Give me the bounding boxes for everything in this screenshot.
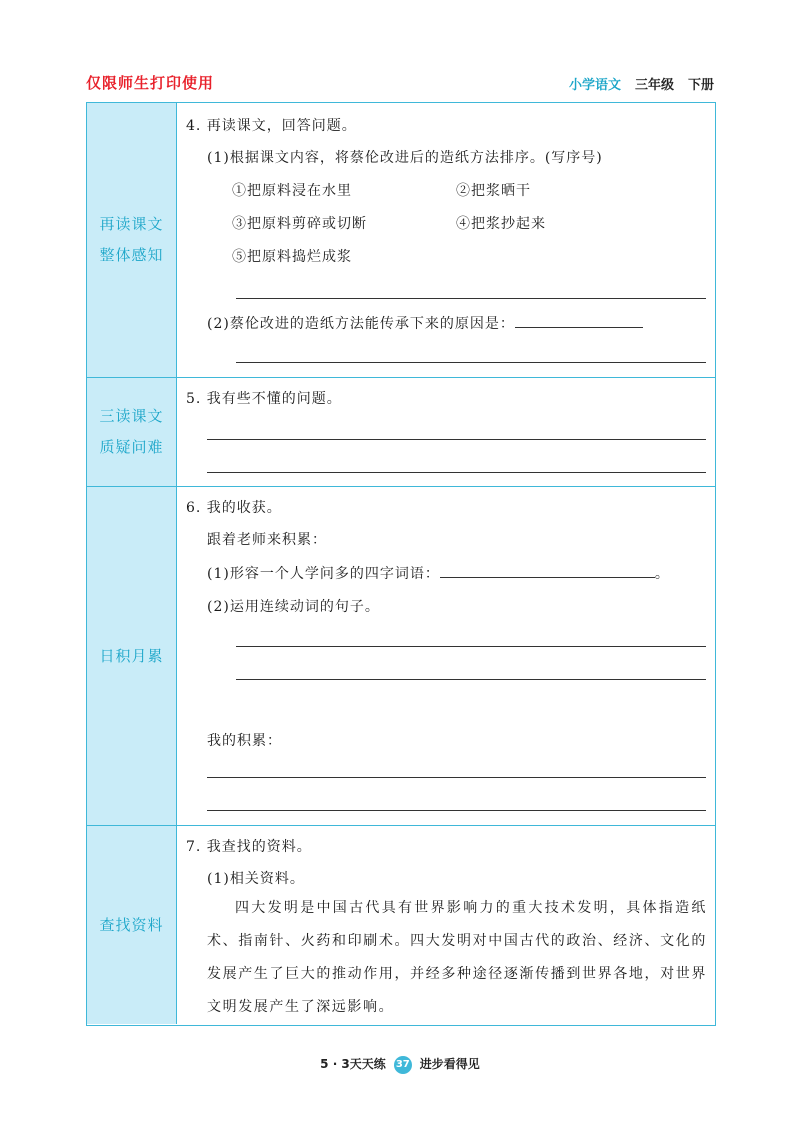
answer-blank[interactable]	[515, 313, 643, 328]
question-title: 5. 我有些不懂的问题。	[186, 391, 342, 407]
option-item: ⑤把原料捣烂成浆	[232, 249, 352, 265]
sub-question: (1)根据课文内容，将蔡伦改进后的造纸方法排序。(写序号)	[207, 150, 603, 166]
section-label	[87, 487, 177, 825]
option-item: ①把原料浸在水里	[232, 183, 352, 199]
grade-label: 三年级	[634, 78, 674, 93]
answer-line[interactable]	[207, 439, 706, 440]
sub-question	[207, 313, 643, 333]
section-label-line: 质疑问难	[99, 438, 164, 456]
subject-label: 小学语文	[568, 78, 621, 93]
answer-blank[interactable]	[440, 563, 655, 578]
option-item: ③把原料剪碎或切断	[232, 216, 367, 232]
section-reread	[87, 103, 715, 377]
sub-question: (1)相关资料。	[207, 871, 305, 887]
section-research	[87, 825, 715, 1024]
question-title: 4. 再读课文，回答问题。	[186, 118, 357, 134]
section-label-line: 再读课文	[99, 215, 164, 233]
reference-paragraph	[207, 892, 707, 1024]
answer-line[interactable]	[207, 472, 706, 473]
question-title: 7. 我查找的资料。	[186, 839, 312, 855]
section-label-line: 三读课文	[99, 407, 164, 425]
option-item: ②把浆晒干	[456, 183, 531, 199]
option-item: ④把浆抄起来	[456, 216, 546, 232]
section-label	[87, 378, 177, 486]
answer-line[interactable]	[236, 298, 706, 299]
page-footer	[0, 1055, 800, 1074]
sub-question: (2)运用连续动词的句子。	[207, 599, 380, 615]
section-label	[87, 103, 177, 377]
section-label-line: 整体感知	[99, 246, 164, 264]
section-accumulation	[87, 486, 715, 825]
intro-text: 跟着老师来积累：	[207, 532, 327, 548]
book-info	[569, 74, 714, 93]
section-label	[87, 826, 177, 1024]
answer-line[interactable]	[207, 777, 706, 778]
sentence-end: 。	[654, 566, 670, 582]
paragraph-text: 四大发明是中国古代具有世界影响力的重大技术发明，具体指造纸术、指南针、火药和印刷术。四大发明对中国古代的政治、经济、文化的发展产生了巨大的推动作用，并经多种途径逐渐传播到世界各地，对世界文明发展产生了深远影响。	[207, 900, 707, 1015]
sub-question-text: (2)蔡伦改进的造纸方法能传承下来的原因是：	[207, 316, 515, 332]
sub-question	[207, 563, 670, 583]
print-notice: 仅限师生打印使用	[86, 74, 215, 92]
sub-question-text: (1)形容一个人学问多的四字词语：	[207, 566, 440, 582]
answer-line[interactable]	[207, 810, 706, 811]
footer-slogan: 进步看得见	[419, 1057, 480, 1071]
footer-brand: 5 · 3天天练	[320, 1057, 386, 1071]
answer-line[interactable]	[236, 646, 706, 647]
page-number: 37	[394, 1056, 412, 1074]
my-accumulation-label: 我的积累：	[207, 733, 282, 749]
volume-label: 下册	[687, 78, 714, 93]
answer-line[interactable]	[236, 679, 706, 680]
section-label-line: 日积月累	[99, 646, 164, 665]
worksheet-table	[86, 102, 716, 1026]
section-questions	[87, 377, 715, 486]
answer-line[interactable]	[236, 362, 706, 363]
section-label-line: 查找资料	[99, 915, 164, 934]
question-title: 6. 我的收获。	[186, 500, 282, 516]
